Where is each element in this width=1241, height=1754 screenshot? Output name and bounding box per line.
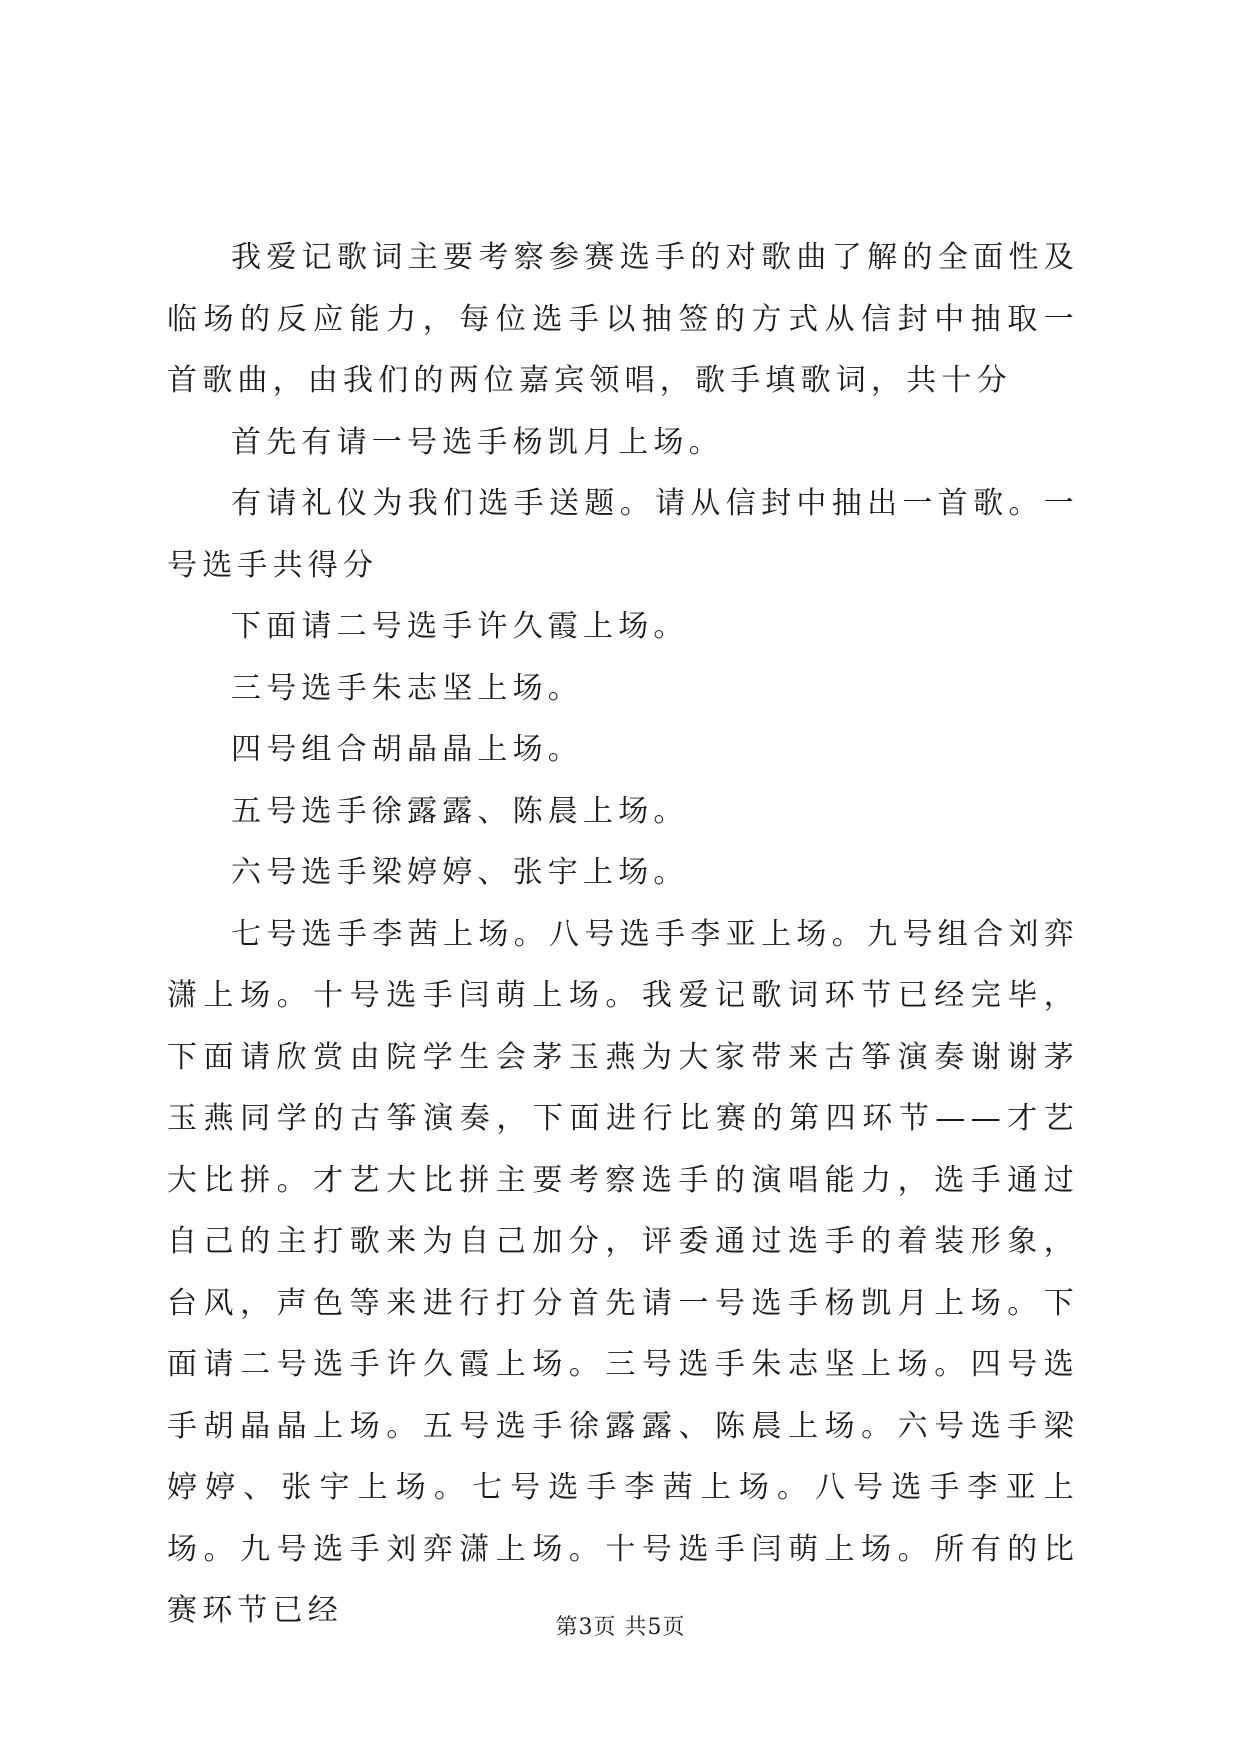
paragraph-contestant-3: 三号选手朱志坚上场。 [231, 670, 583, 706]
paragraph-contestant-1: 首先有请一号选手杨凯月上场。 [231, 424, 724, 460]
paragraph-contestant-2: 下面请二号选手许久霞上场。 [231, 609, 689, 644]
page-number-footer: 第3页 共5页 [555, 1615, 686, 1640]
paragraph-etiquette: 有请礼仪为我们选手送题。请从信封中抽出一首歌。一号选手共得分 [167, 486, 1079, 583]
paragraph-talent-section: 七号选手李茜上场。八号选手李亚上场。九号组合刘弈潇上场。十号选手闫萌上场。我爱记歌词环节已经完毕，下面请欣赏由院学生会茅玉燕为大家带来古筝演奏谢谢茅玉燕同学的古筝演奏，下面进行比赛的第四环节——才艺大比拼。才艺大比拼主要考察选手的演唱能力，选手通过自己的主打歌来为自己加分，评委通过选手的着装形象，台风，声色等来进行打分首先请一号选手杨凯月上场。下面请二号选手许久霞上场。三号选手朱志坚上场。四号选手胡晶晶上场。五号选手徐露露、陈晨上场。六号选手梁婷婷、张宇上场。七号选手李茜上场。八号选手李亚上场。九号选手刘弈潇上场。十号选手闫萌上场。所有的比赛环节已经 [167, 916, 1079, 1628]
document-body [167, 227, 1079, 1642]
paragraph-intro: 我爱记歌词主要考察参赛选手的对歌曲了解的全面性及临场的反应能力，每位选手以抽签的方式从信封中抽取一首歌曲，由我们的两位嘉宾领唱，歌手填歌词，共十分 [167, 240, 1079, 398]
paragraph-contestant-5: 五号选手徐露露、陈晨上场。 [231, 793, 689, 829]
paragraph-contestant-4: 四号组合胡晶晶上场。 [231, 732, 583, 767]
paragraph-contestant-6: 六号选手梁婷婷、张宇上场。 [231, 855, 689, 890]
